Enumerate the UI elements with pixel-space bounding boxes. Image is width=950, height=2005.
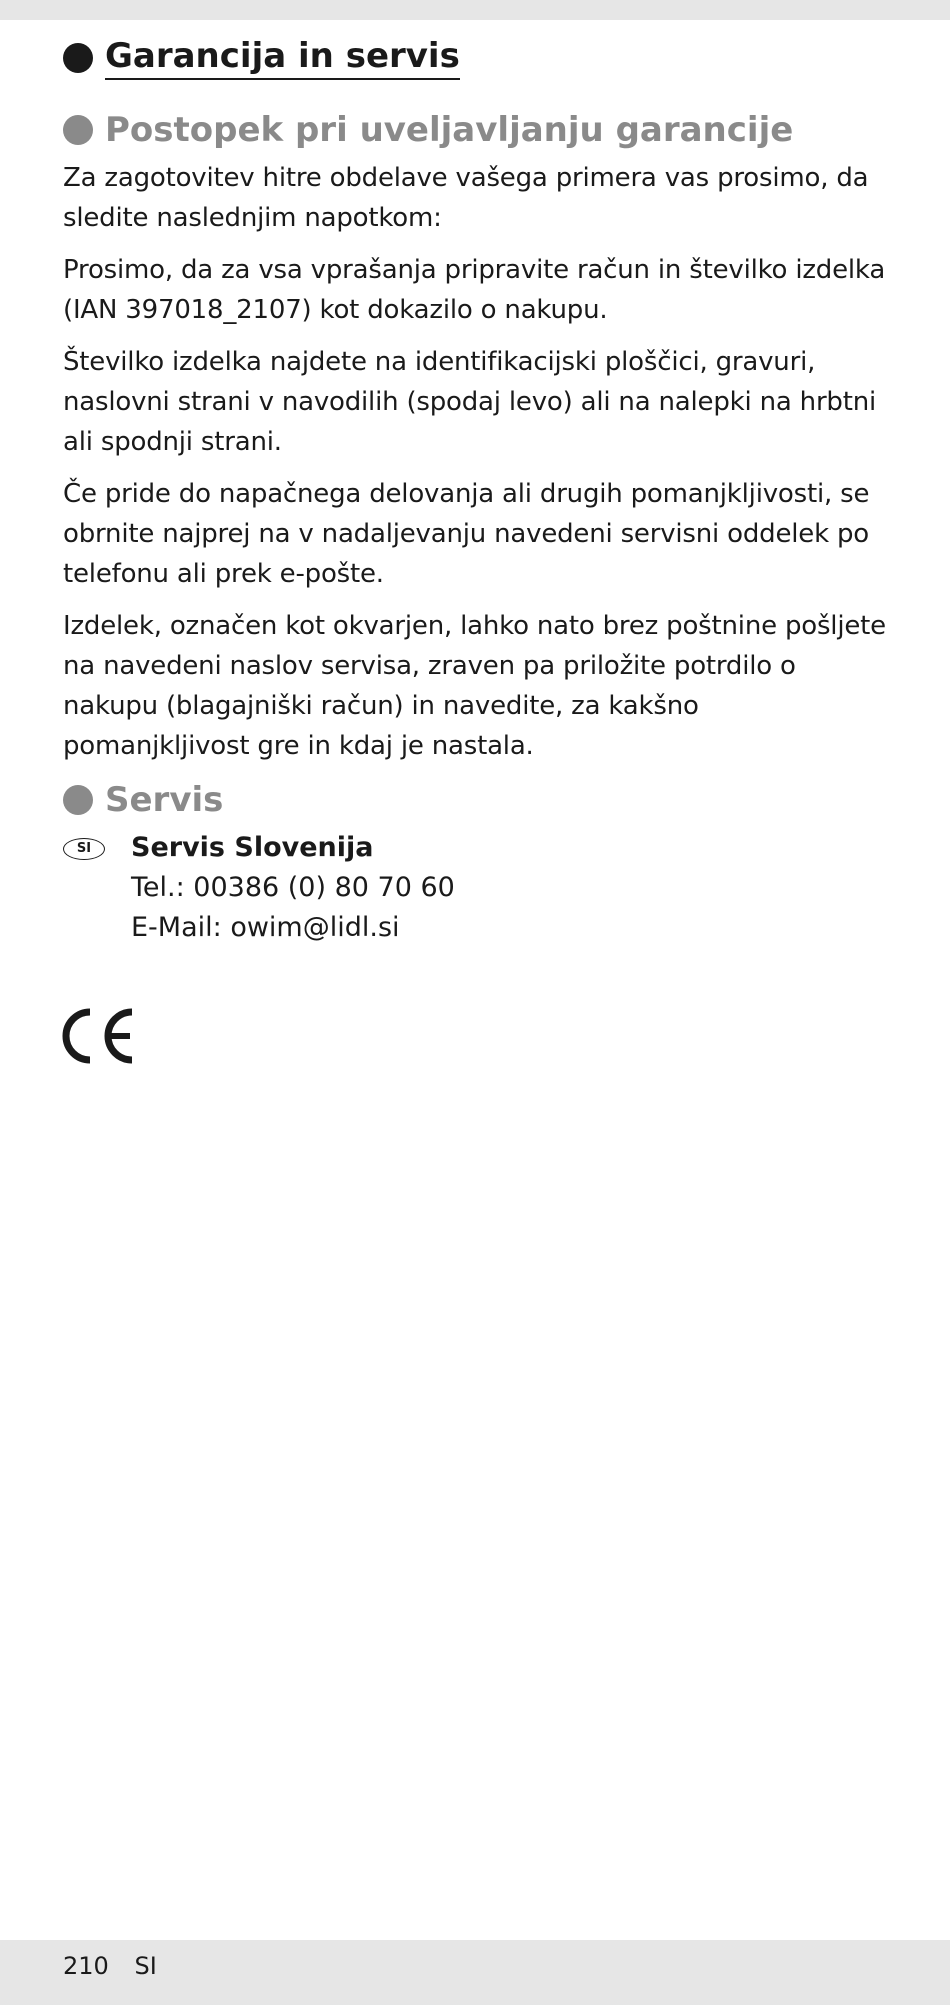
page-content: [63, 36, 893, 948]
servis-email: E-Mail: owim@lidl.si: [131, 912, 400, 943]
paragraph: Za zagotovitev hitre obdelave vašega primera vas prosimo, da sledite naslednjim napotkom:: [63, 163, 869, 233]
section-title: Garancija in servis: [105, 36, 460, 80]
paragraph: Prosimo, da za vsa vprašanja pripravite račun in številko izdelka (IAN 397018_2107) kot dokazilo o nakupu.: [63, 255, 886, 325]
servis-contact: [63, 828, 893, 948]
bullet-icon: [63, 115, 93, 145]
servis-lines: [131, 828, 455, 948]
page-footer: [63, 1952, 175, 1980]
section-heading: [63, 36, 893, 80]
language-code: SI: [134, 1952, 157, 1980]
paragraph: Številko izdelka najdete na identifikacijski ploščici, gravuri, naslovni strani v navodilih (spodaj levo) ali na nalepki na hrbtni ali spodnji strani.: [63, 347, 877, 457]
page-number: 210: [63, 1952, 109, 1980]
paragraph: Izdelek, označen kot okvarjen, lahko nato brez poštnine pošljete na navedeni naslov servisa, zraven pa priložite potrdilo o nakupu (blagajniški račun) in navedite, za kakšno pomanjkljivost gre in kdaj je nastala.: [63, 611, 886, 761]
subsection-title: Postopek pri uveljavljanju garancije: [105, 110, 794, 150]
top-band: [0, 0, 950, 20]
servis-heading: [63, 778, 893, 822]
servis-name: Servis Slovenija: [131, 832, 374, 863]
bullet-icon: [63, 785, 93, 815]
paragraph: Če pride do napačnega delovanja ali drugih pomanjkljivosti, se obrnite najprej na v nadaljevanju navedeni servisni oddelek po telefonu ali prek e-pošte.: [63, 479, 870, 589]
ce-mark-icon: [60, 1006, 140, 1066]
country-badge-icon: SI: [63, 838, 105, 860]
servis-tel: Tel.: 00386 (0) 80 70 60: [131, 872, 455, 903]
subsection-heading: [63, 108, 893, 152]
servis-title: Servis: [105, 780, 224, 820]
bullet-icon: [63, 43, 93, 73]
